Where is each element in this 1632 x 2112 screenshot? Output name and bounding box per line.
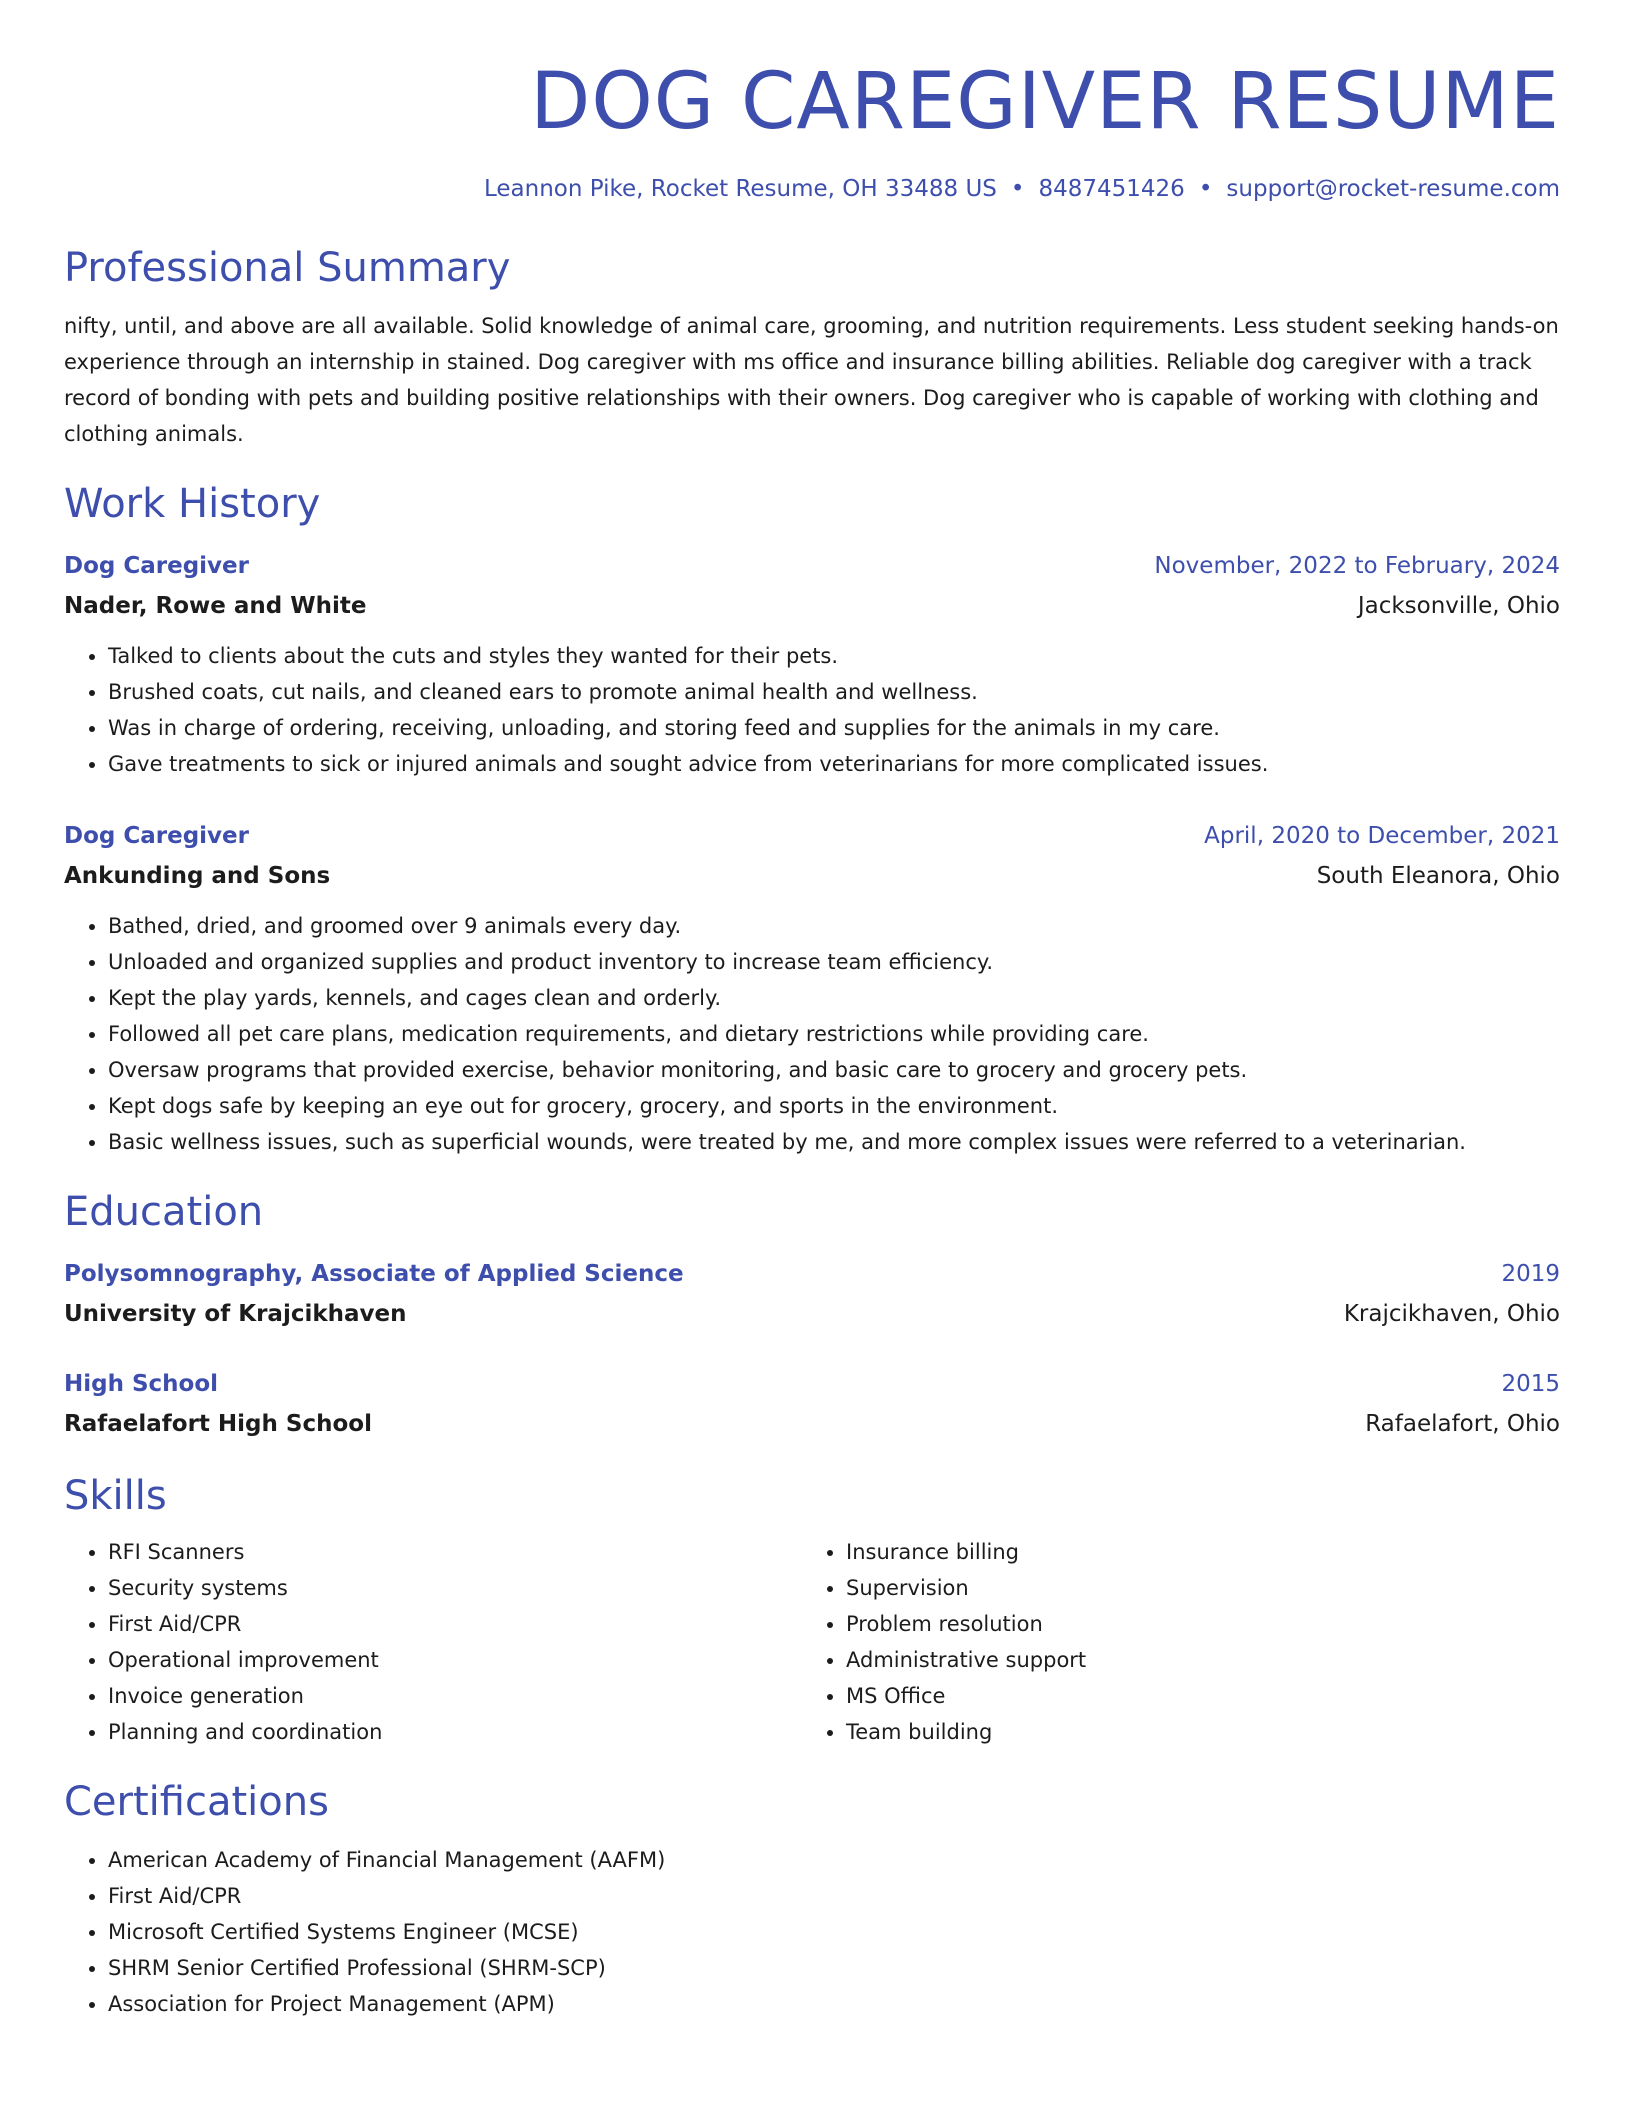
education-school: Rafaelafort High School [64,1411,372,1437]
resume-header [64,48,1560,206]
education-degree-row [64,1364,1560,1404]
summary-text: nifty, until, and above are all available. Solid knowledge of animal care, grooming, and nutrition requirements. Less student seeking hands-on experience through an internship in stained. Dog caregiver with ms office and insurance billing abilities. Reliable dog caregiver with a track record of bonding with pets and building positive relationships with their owners. Dog caregiver who is capable of working with clothing and clothing animals. [64,314,1559,446]
job-entry [64,546,1560,782]
job-title-row [64,816,1560,856]
resume-title: DOG CAREGIVER RESUME [530,57,1560,147]
skills-list [64,1534,802,1750]
skills-heading: Skills [64,1473,167,1519]
certifications-heading: Certifications [64,1779,329,1825]
list-item: • Brushed coats, cut nails, and cleaned ears to promote animal health and wellness. [108,674,1560,710]
list-item: • Planning and coordination [108,1714,802,1750]
job-duties-list [64,638,1560,782]
list-item: • Microsoft Certified Systems Engineer (MCSE) [108,1914,1560,1950]
list-item: • Insurance billing [846,1534,1540,1570]
list-item: • Problem resolution [846,1606,1540,1642]
list-item: • Was in charge of ordering, receiving, unloading, and storing feed and supplies for the animals in my care. [108,710,1560,746]
job-company-row [64,586,1560,626]
work-history-section [64,476,1560,1160]
education-section [64,1184,1560,1444]
list-item: • Security systems [108,1570,802,1606]
summary-heading: Professional Summary [64,245,511,291]
summary-section [64,240,1560,452]
education-degree-row [64,1254,1560,1294]
list-item: • MS Office [846,1678,1540,1714]
contact-separator: • [1010,176,1025,202]
education-degree: Polysomnography, Associate of Applied Science [64,1261,684,1287]
job-company: Nader, Rowe and White [64,593,367,619]
job-company: Ankunding and Sons [64,863,331,889]
job-title: Dog Caregiver [64,553,249,579]
job-entry [64,816,1560,1160]
list-item: • Unloaded and organized supplies and product inventory to increase team efficiency. [108,944,1560,980]
education-heading: Education [64,1189,264,1235]
list-item: • Kept the play yards, kennels, and cages clean and orderly. [108,980,1560,1016]
skills-section [64,1468,1560,1750]
contact-separator: • [1198,176,1213,202]
contact-email: support@rocket-resume.com [1226,176,1560,202]
list-item: • Association for Project Management (APM) [108,1986,1560,2022]
list-item: • Operational improvement [108,1642,802,1678]
education-location: Krajcikhaven, Ohio [1343,1301,1560,1327]
contact-line [64,172,1560,206]
list-item: • Oversaw programs that provided exercise, behavior monitoring, and basic care to grocery and grocery pets. [108,1052,1560,1088]
list-item: • Gave treatments to sick or injured animals and sought advice from veterinarians for more complicated issues. [108,746,1560,782]
job-location: South Eleanora, Ohio [1316,863,1560,889]
skills-column-left [64,1534,802,1750]
contact-address: Leannon Pike, Rocket Resume, OH 33488 US [484,176,997,202]
job-dates: April, 2020 to December, 2021 [1204,823,1560,849]
skills-list [802,1534,1540,1750]
list-item: • First Aid/CPR [108,1878,1560,1914]
education-location: Rafaelafort, Ohio [1365,1411,1560,1437]
list-item: • Bathed, dried, and groomed over 9 animals every day. [108,908,1560,944]
list-item: • First Aid/CPR [108,1606,802,1642]
list-item: • Basic wellness issues, such as superficial wounds, were treated by me, and more complex issues were referred to a veterinarian. [108,1124,1560,1160]
education-degree: High School [64,1371,219,1397]
skills-columns [64,1534,1560,1750]
job-location: Jacksonville, Ohio [1357,593,1560,619]
job-title-row [64,546,1560,586]
education-year: 2015 [1501,1371,1560,1397]
job-duties-list [64,908,1560,1160]
work-history-heading: Work History [64,481,321,527]
list-item: • Followed all pet care plans, medication requirements, and dietary restrictions while providing care. [108,1016,1560,1052]
certifications-list [64,1842,1560,2022]
education-year: 2019 [1501,1261,1560,1287]
education-school: University of Krajcikhaven [64,1301,407,1327]
list-item: • SHRM Senior Certified Professional (SHRM-SCP) [108,1950,1560,1986]
list-item: • Talked to clients about the cuts and styles they wanted for their pets. [108,638,1560,674]
contact-phone: 8487451426 [1038,176,1185,202]
list-item: • American Academy of Financial Management (AAFM) [108,1842,1560,1878]
education-school-row [64,1404,1560,1444]
job-dates: November, 2022 to February, 2024 [1154,553,1560,579]
list-item: • Invoice generation [108,1678,802,1714]
skills-column-right [802,1534,1540,1750]
list-item: • Administrative support [846,1642,1540,1678]
certifications-section [64,1774,1560,2022]
list-item: • Supervision [846,1570,1540,1606]
list-item: • Kept dogs safe by keeping an eye out for grocery, grocery, and sports in the environment. [108,1088,1560,1124]
education-school-row [64,1294,1560,1334]
education-entry [64,1364,1560,1444]
list-item: • RFI Scanners [108,1534,802,1570]
job-company-row [64,856,1560,896]
education-entry [64,1254,1560,1334]
job-title: Dog Caregiver [64,823,249,849]
list-item: • Team building [846,1714,1540,1750]
resume-page [64,48,1560,2022]
